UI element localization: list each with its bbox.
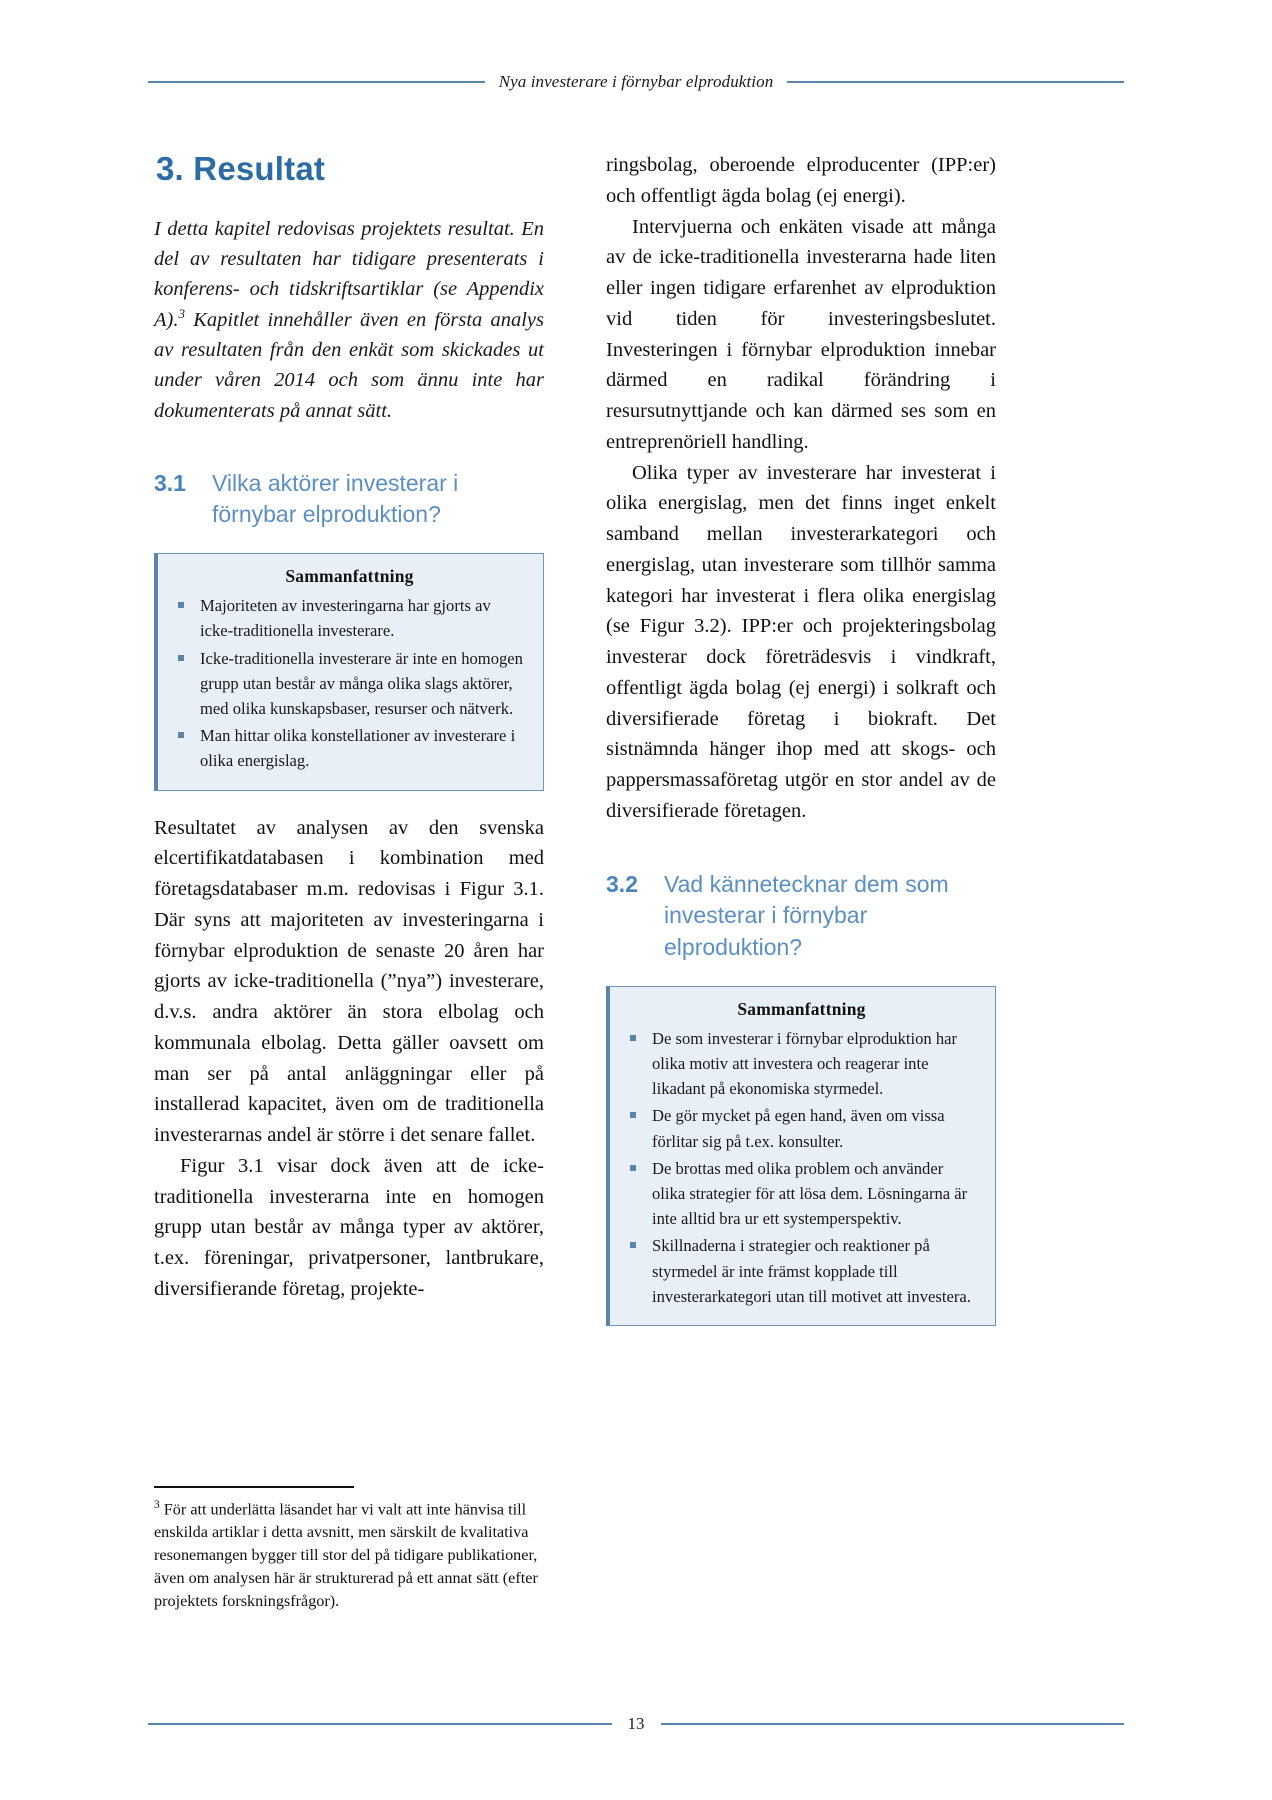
chapter-intro-text: I detta kapitel redovisas projektets resultat. En del av resultaten har tidigare presenterats i konferens- och tidskriftsartiklar (se Appendix A). [154, 218, 544, 332]
footnote-reference-marker[interactable]: 3 [178, 306, 185, 322]
footnote-number: 3 [154, 1499, 160, 1511]
column-left [148, 150, 544, 1305]
column-right [600, 150, 996, 1348]
section-number-3-2: 3.2 [606, 870, 638, 897]
summary-item-text: Icke-traditionella investerare är inte en homogen grupp utan består av många olika slags aktörer, med olika kunskapsbaser, resurser och nätverk. [200, 648, 523, 719]
summary-list-item [172, 646, 527, 722]
footnote-body: För att underlätta läsandet har vi valt att inte hänvisa till enskilda artiklar i detta avsnitt, men särskilt de kvalitativa resonemangen bygger till stor del på tidigare publikationer, även om analysen här är strukturerad på ett annat sätt (efter projektets forskningsfrågor). [154, 1500, 538, 1611]
summary-item-text: Majoriteten av investeringarna har gjorts av icke-traditionella investerare. [200, 596, 491, 641]
summary-bullet-list [172, 593, 527, 774]
running-head-rule-left [148, 81, 485, 83]
footer-rule-left [148, 1723, 612, 1725]
chapter-intro-paragraph [154, 214, 544, 426]
footer-rule-right [661, 1723, 1125, 1725]
page-footer [148, 1714, 1124, 1734]
summary-list-item [624, 1103, 979, 1153]
section-title-3-2: Vad kännetecknar dem som investerar i förnybar elproduktion? [664, 870, 949, 960]
summary-bullet-list [624, 1026, 979, 1309]
square-bullet-icon [178, 655, 184, 661]
footnote-text [154, 1497, 550, 1613]
section-number-3-1: 3.1 [154, 469, 186, 496]
body-paragraph-left-1: Resultatet av analysen av den svenska elcertifikatdatabasen i kombination med företagsdatabaser m.m. redovisas i Figur 3.1. Där syns att majoriteten av investeringarna i förnybar elproduktion de senaste 20 åren har gjorts av icke-traditionella (”nya”) investerare, d.v.s. andra aktörer än stora elbolag och kommunala elbolag. Detta gäller oavsett om man ser på antal anläggningar eller på installerad kapacitet, även om de traditionella investerarnas andel är större i det senare fallet. [154, 816, 544, 1147]
square-bullet-icon [178, 602, 184, 608]
body-paragraph-right-2: Intervjuerna och enkäten visade att många av de icke-traditionella investerarna hade liten eller ingen tidigare erfarenhet av elproduktion vid tiden för investeringsbeslutet. Investeringen i förnybar elproduktion innebar därmed en radikal förändring i resursutnyttjande och kan därmed ses som en entreprenöriell handling. [606, 215, 996, 453]
summary-item-text: Skillnaderna i strategier och reaktioner på styrmedel är inte främst kopplade till investerarkategori utan till motivet att investera. [652, 1236, 971, 1306]
summary-box-title: Sammanfattning [737, 998, 866, 1019]
body-paragraph-right-3: Olika typer av investerare har investerat i olika energislag, men det finns inget enkelt samband mellan investerarkategori och energislag, utan investerare som tillhör samma kategori har investerat i flera olika energislag (se Figur 3.2). IPP:er och projekteringsbolag investerar dock företrädesvis i vindkraft, offentligt ägda bolag (ej energi) i solkraft och diversifierade företag i biokraft. Det sistnämnda hänger ihop med att skogs- och pappersmassaföretag utgör en stor andel av de diversifierade företagen. [606, 461, 996, 822]
summary-list-item [172, 593, 527, 643]
summary-list-item [624, 1156, 979, 1232]
summary-list-item [624, 1233, 979, 1309]
body-paragraph-right-1: ringsbolag, oberoende elproducenter (IPP:er) och offentligt ägda bolag (ej energi). [606, 154, 996, 207]
summary-item-text: Man hittar olika konstellationer av investerare i olika energislag. [200, 726, 516, 771]
chapter-intro-text-rest: Kapitlet innehåller även en första analys av resultaten från den enkät som skickades ut under våren 2014 och som ännu inte har dokumenterats på annat sätt. [154, 309, 544, 422]
section-title-3-1: Vilka aktörer investerar i förnybar elproduktion? [212, 469, 459, 528]
square-bullet-icon [630, 1242, 636, 1248]
summary-list-item [624, 1026, 979, 1102]
summary-box-3-1 [154, 553, 544, 791]
summary-box-title: Sammanfattning [285, 566, 414, 587]
running-head-title: Nya investerare i förnybar elproduktion [498, 72, 774, 91]
chapter-title: 3. Resultat [156, 150, 326, 187]
summary-box-3-2 [606, 986, 996, 1326]
page-number: 13 [627, 1714, 645, 1733]
summary-item-text: De gör mycket på egen hand, även om vissa förlitar sig på t.ex. konsulter. [652, 1106, 945, 1151]
section-heading-3-2 [606, 869, 996, 964]
page-running-head [148, 72, 1124, 92]
summary-item-text: De brottas med olika problem och använder olika strategier för att lösa dem. Lösningarna är inte alltid bra ur ett systemperspektiv. [652, 1158, 968, 1229]
square-bullet-icon [630, 1112, 636, 1118]
two-column-layout [148, 150, 1124, 1640]
footnote-area [154, 1486, 550, 1613]
square-bullet-icon [630, 1165, 636, 1171]
summary-item-text: De som investerar i förnybar elproduktion har olika motiv att investera och reagerar inte likadant på ekonomiska styrmedel. [652, 1028, 958, 1099]
body-paragraph-left-2: Figur 3.1 visar dock även att de icke-traditionella investerarna inte en homogen grupp utan består av många typer av aktörer, t.ex. föreningar, privatpersoner, lantbrukare, diversifierande företag, projekte- [154, 1154, 544, 1300]
running-head-rule-right [787, 81, 1124, 83]
square-bullet-icon [178, 732, 184, 738]
square-bullet-icon [630, 1035, 636, 1041]
section-heading-3-1 [154, 468, 544, 531]
summary-list-item [172, 723, 527, 773]
footnote-separator-rule [154, 1486, 354, 1488]
